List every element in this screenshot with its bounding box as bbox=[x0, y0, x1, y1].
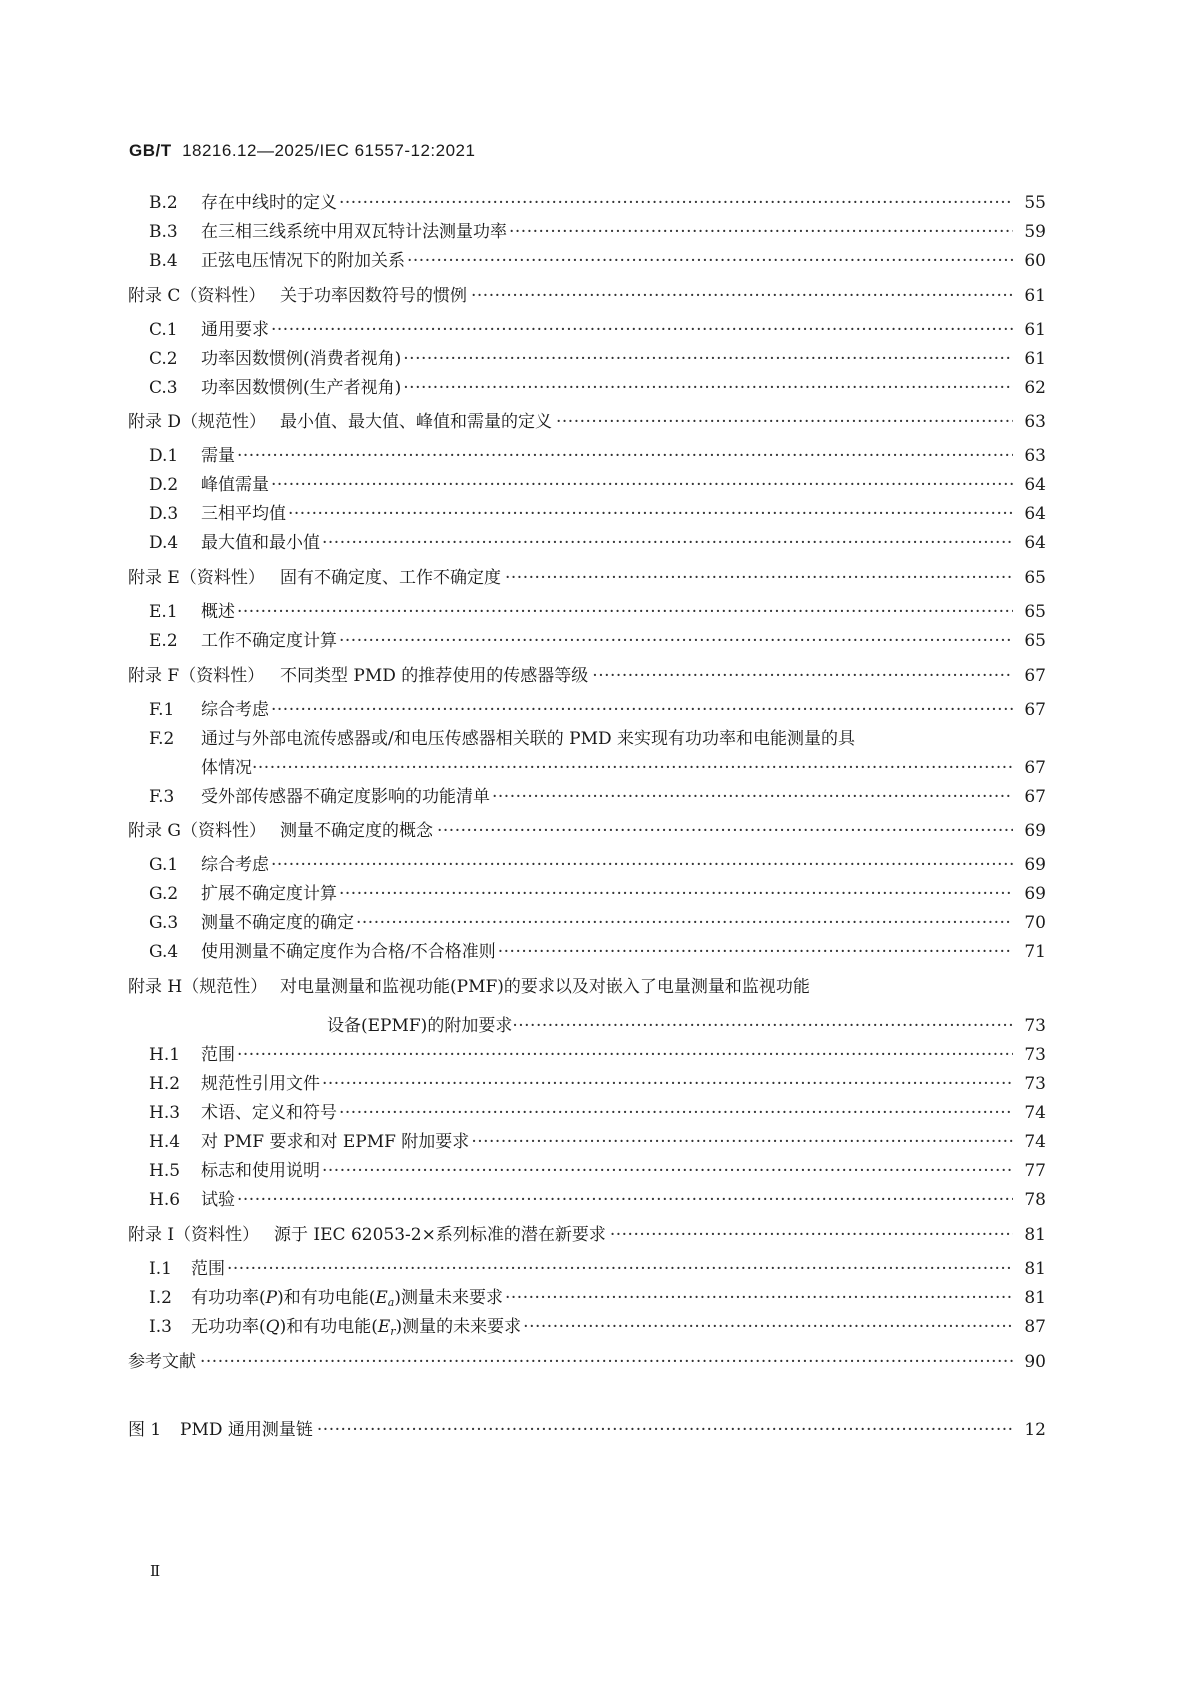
toc-dot-leader bbox=[271, 320, 1013, 340]
toc-entry-number: C.2 bbox=[149, 349, 178, 369]
toc-dot-leader bbox=[271, 700, 1013, 720]
toc-page-number: 65 bbox=[1024, 602, 1046, 622]
toc-page-number: 59 bbox=[1024, 222, 1046, 242]
toc-dot-leader bbox=[592, 666, 1013, 686]
toc-entry-number: G.2 bbox=[149, 884, 179, 904]
toc-entry-title: 三相平均值 bbox=[201, 504, 286, 524]
toc-entry-line bbox=[149, 913, 1046, 933]
toc-entry-number: D.2 bbox=[149, 475, 179, 495]
toc-entry-number: C.1 bbox=[149, 320, 178, 340]
toc-dot-leader bbox=[322, 1161, 1013, 1181]
toc-dot-leader bbox=[356, 913, 1013, 933]
toc-entry[interactable] bbox=[128, 1288, 1046, 1308]
toc-page-number: 61 bbox=[1024, 286, 1046, 306]
toc-dot-leader bbox=[523, 1317, 1013, 1337]
toc-page-number: 78 bbox=[1024, 1190, 1046, 1210]
toc-entry-number: 图 1 bbox=[128, 1420, 162, 1440]
toc-entry-title: 固有不确定度、工作不确定度 bbox=[280, 568, 501, 588]
toc-annex-entry[interactable] bbox=[128, 821, 1046, 841]
toc-page-number: 67 bbox=[1024, 758, 1046, 778]
toc-entry-number: D.1 bbox=[149, 446, 179, 466]
toc-dot-leader bbox=[322, 1074, 1013, 1094]
toc-entry-line bbox=[149, 758, 1046, 778]
toc-entry-title: 在三相三线系统中用双瓦特计法测量功率 bbox=[201, 222, 507, 242]
toc-entry-line bbox=[149, 1288, 1046, 1313]
toc-entry[interactable] bbox=[128, 193, 1046, 213]
toc-entry-title: 参考文献 bbox=[128, 1352, 196, 1372]
toc-dot-leader bbox=[610, 1225, 1013, 1245]
toc-page-number: 61 bbox=[1024, 320, 1046, 340]
toc-page-number: 74 bbox=[1024, 1103, 1046, 1123]
toc-entry-title: PMD 通用测量链 bbox=[180, 1420, 313, 1440]
toc-entry-title: 功率因数惯例(消费者视角) bbox=[201, 349, 402, 369]
toc-dot-leader bbox=[505, 568, 1013, 588]
document-header bbox=[129, 141, 475, 161]
toc-entry-line bbox=[149, 349, 1046, 369]
toc-dot-leader bbox=[317, 1420, 1013, 1440]
toc-dot-leader bbox=[200, 1352, 1013, 1372]
toc-entry-line bbox=[149, 533, 1046, 553]
toc-annex-entry[interactable] bbox=[128, 286, 1046, 306]
toc-figure-entry[interactable] bbox=[128, 1420, 1046, 1440]
toc-entry-title: 源于 IEC 62053-2×系列标准的潜在新要求 bbox=[274, 1225, 606, 1245]
toc-entry-number: I.1 bbox=[149, 1259, 172, 1279]
toc-page-number: 65 bbox=[1024, 568, 1046, 588]
toc-entry[interactable] bbox=[128, 251, 1046, 271]
toc-page-number: 62 bbox=[1024, 378, 1046, 398]
toc-entry-title: 使用测量不确定度作为合格/不合格准则 bbox=[201, 942, 496, 962]
toc-entry-title: 综合考虑 bbox=[201, 700, 269, 720]
toc-annex-entry[interactable] bbox=[128, 412, 1046, 432]
toc-entry-line bbox=[149, 1161, 1046, 1181]
toc-entry-title: 峰值需量 bbox=[201, 475, 269, 495]
toc-annex-entry[interactable] bbox=[128, 666, 1046, 686]
toc-entry-title-continued: 设备(EPMF)的附加要求 bbox=[327, 1016, 513, 1036]
toc-entry-number: G.4 bbox=[149, 942, 179, 962]
toc-entry-number: E.2 bbox=[149, 631, 178, 651]
toc-entry[interactable] bbox=[128, 631, 1046, 651]
toc-entry-line bbox=[128, 568, 1046, 588]
toc-entry-line bbox=[149, 504, 1046, 524]
toc-entry-line bbox=[128, 977, 1046, 997]
toc-entry-line bbox=[149, 855, 1046, 875]
toc-dot-leader bbox=[437, 821, 1013, 841]
toc-dot-leader bbox=[288, 504, 1013, 524]
toc-entry[interactable] bbox=[128, 1132, 1046, 1152]
toc-entry-line bbox=[149, 1074, 1046, 1094]
toc-dot-leader bbox=[339, 631, 1013, 651]
toc-entry-line bbox=[149, 1045, 1046, 1065]
toc-entry-title: 通用要求 bbox=[201, 320, 269, 340]
toc-page-number: 64 bbox=[1024, 533, 1046, 553]
toc-entry-title: 测量不确定度的确定 bbox=[201, 913, 354, 933]
toc-entry-line bbox=[149, 1317, 1046, 1342]
toc-page-number: 64 bbox=[1024, 475, 1046, 495]
toc-dot-leader bbox=[339, 884, 1013, 904]
toc-entry[interactable] bbox=[128, 222, 1046, 242]
toc-dot-leader bbox=[252, 758, 1013, 778]
toc-entry-number: H.1 bbox=[149, 1045, 181, 1065]
toc-entry-line bbox=[149, 251, 1046, 271]
toc-entry-number: 附录 H（规范性） bbox=[128, 977, 268, 997]
toc-entry-line bbox=[149, 378, 1046, 398]
toc-entry-title: 功率因数惯例(生产者视角) bbox=[201, 378, 402, 398]
toc-entry-number: B.2 bbox=[149, 193, 178, 213]
toc-entry-line bbox=[149, 1190, 1046, 1210]
toc-entry-number: D.3 bbox=[149, 504, 179, 524]
toc-entry-line bbox=[149, 320, 1046, 340]
toc-entry-title: 术语、定义和符号 bbox=[201, 1103, 337, 1123]
toc-entry-line bbox=[128, 1352, 1046, 1372]
toc-entry[interactable] bbox=[128, 533, 1046, 553]
page-number: Ⅱ bbox=[150, 1562, 161, 1580]
toc-entry[interactable] bbox=[128, 884, 1046, 904]
toc-entry-line bbox=[128, 1225, 1046, 1245]
toc-entry-number: 附录 C（资料性） bbox=[128, 286, 266, 306]
toc-entry-number: B.4 bbox=[149, 251, 178, 271]
toc-page-number: 60 bbox=[1024, 251, 1046, 271]
toc-entry-line bbox=[149, 700, 1046, 720]
toc-dot-leader bbox=[339, 193, 1013, 213]
toc-entry-title: 概述 bbox=[201, 602, 235, 622]
toc-page-number: 90 bbox=[1024, 1352, 1046, 1372]
toc-entry-title: 正弦电压情况下的附加关系 bbox=[201, 251, 405, 271]
toc-page-number: 69 bbox=[1024, 884, 1046, 904]
toc-entry[interactable] bbox=[128, 602, 1046, 622]
toc-dot-leader bbox=[237, 1190, 1013, 1210]
toc-entry-number: 附录 D（规范性） bbox=[128, 412, 267, 432]
standard-code: GB/T bbox=[129, 141, 172, 160]
toc-dot-leader bbox=[271, 475, 1013, 495]
toc-dot-leader bbox=[237, 602, 1013, 622]
toc-entry-number: H.4 bbox=[149, 1132, 181, 1152]
toc-entry-number: F.2 bbox=[149, 729, 175, 749]
toc-dot-leader bbox=[237, 446, 1013, 466]
toc-entry-number: H.3 bbox=[149, 1103, 181, 1123]
toc-entry-continuation[interactable] bbox=[128, 1016, 1046, 1036]
toc-entry[interactable] bbox=[128, 475, 1046, 495]
toc-entry-number: E.1 bbox=[149, 602, 178, 622]
toc-entry-title: 对 PMF 要求和对 EPMF 附加要求 bbox=[201, 1132, 470, 1152]
toc-dot-leader bbox=[403, 349, 1013, 369]
toc-page-number: 67 bbox=[1024, 787, 1046, 807]
toc-dot-leader bbox=[498, 942, 1013, 962]
toc-entry-title-continued: 体情况 bbox=[201, 758, 252, 778]
toc-dot-leader bbox=[492, 787, 1013, 807]
toc-entry-title: 关于功率因数符号的惯例 bbox=[280, 286, 467, 306]
toc-entry-title: 不同类型 PMD 的推荐使用的传感器等级 bbox=[280, 666, 589, 686]
toc-entry-number: 附录 E（资料性） bbox=[128, 568, 265, 588]
toc-entry-title: 试验 bbox=[201, 1190, 235, 1210]
toc-entry-number: B.3 bbox=[149, 222, 178, 242]
toc-entry-title: 标志和使用说明 bbox=[201, 1161, 320, 1181]
toc-entry-line bbox=[149, 1103, 1046, 1123]
toc-entry[interactable] bbox=[128, 855, 1046, 875]
toc-page-number: 67 bbox=[1024, 666, 1046, 686]
toc-entry-title: 综合考虑 bbox=[201, 855, 269, 875]
toc-entry-line bbox=[149, 942, 1046, 962]
toc-entry-line bbox=[327, 1016, 1046, 1036]
toc-entry-number: H.5 bbox=[149, 1161, 181, 1181]
toc-entry[interactable] bbox=[128, 1259, 1046, 1279]
toc-entry-number: H.2 bbox=[149, 1074, 181, 1094]
toc-entry-number: D.4 bbox=[149, 533, 179, 553]
toc-entry[interactable] bbox=[128, 729, 1046, 749]
toc-annex-entry[interactable] bbox=[128, 568, 1046, 588]
toc-dot-leader bbox=[322, 533, 1013, 553]
toc-entry[interactable] bbox=[128, 942, 1046, 962]
toc-page-number: 63 bbox=[1024, 412, 1046, 432]
toc-entry-title: 规范性引用文件 bbox=[201, 1074, 320, 1094]
toc-entry[interactable] bbox=[128, 700, 1046, 720]
toc-page-number: 81 bbox=[1024, 1225, 1046, 1245]
toc-entry[interactable] bbox=[128, 1352, 1046, 1372]
toc-entry[interactable] bbox=[128, 787, 1046, 807]
toc-entry-number: I.2 bbox=[149, 1288, 172, 1308]
toc-entry[interactable] bbox=[128, 1317, 1046, 1337]
toc-entry-number: 附录 I（资料性） bbox=[128, 1225, 260, 1245]
toc-entry-number: H.6 bbox=[149, 1190, 181, 1210]
toc-entry-line bbox=[149, 1132, 1046, 1152]
toc-dot-leader bbox=[407, 251, 1013, 271]
toc-dot-leader bbox=[509, 222, 1013, 242]
toc-entry-title: 范围 bbox=[191, 1259, 225, 1279]
toc-entry[interactable] bbox=[128, 320, 1046, 340]
toc-page-number: 81 bbox=[1024, 1288, 1046, 1308]
toc-entry-number: F.1 bbox=[149, 700, 175, 720]
toc-entry-line bbox=[149, 884, 1046, 904]
toc-page-number: 55 bbox=[1024, 193, 1046, 213]
toc-entry-number: G.3 bbox=[149, 913, 179, 933]
toc-entry-title: 最大值和最小值 bbox=[201, 533, 320, 553]
toc-dot-leader bbox=[471, 1132, 1013, 1152]
toc-entry-line bbox=[149, 475, 1046, 495]
toc-page-number: 69 bbox=[1024, 821, 1046, 841]
toc-entry-title: 测量不确定度的概念 bbox=[280, 821, 433, 841]
toc-entry-title: 扩展不确定度计算 bbox=[201, 884, 337, 904]
toc-entry-title: 通过与外部电流传感器或/和电压传感器相关联的 PMD 来实现有功功率和电能测量的具 bbox=[201, 729, 856, 749]
toc-entry-number: I.3 bbox=[149, 1317, 172, 1337]
toc-annex-entry[interactable] bbox=[128, 1225, 1046, 1245]
toc-page-number: 73 bbox=[1024, 1016, 1046, 1036]
toc-dot-leader bbox=[471, 286, 1013, 306]
toc-entry-line bbox=[149, 1259, 1046, 1279]
toc-page-number: 64 bbox=[1024, 504, 1046, 524]
toc-page-number: 65 bbox=[1024, 631, 1046, 651]
toc-entry-title: 最小值、最大值、峰值和需量的定义 bbox=[280, 412, 552, 432]
toc-page-number: 81 bbox=[1024, 1259, 1046, 1279]
toc-entry-line bbox=[149, 787, 1046, 807]
toc-entry[interactable] bbox=[128, 1074, 1046, 1094]
toc-dot-leader bbox=[339, 1103, 1013, 1123]
toc-page-number: 74 bbox=[1024, 1132, 1046, 1152]
toc-entry-title: 工作不确定度计算 bbox=[201, 631, 337, 651]
toc-entry-number: G.1 bbox=[149, 855, 179, 875]
toc-page-number: 73 bbox=[1024, 1074, 1046, 1094]
toc-entry-number: 附录 G（资料性） bbox=[128, 821, 266, 841]
toc-page-number: 87 bbox=[1024, 1317, 1046, 1337]
toc-entry[interactable] bbox=[128, 1161, 1046, 1181]
toc-dot-leader bbox=[556, 412, 1013, 432]
toc-annex-entry[interactable] bbox=[128, 977, 1046, 997]
toc-entry[interactable] bbox=[128, 1190, 1046, 1210]
toc-entry-title: 有功功率(P)和有功电能$(E_a)$测量未来要求 bbox=[191, 1288, 503, 1309]
toc-entry[interactable] bbox=[128, 349, 1046, 369]
toc-dot-leader bbox=[271, 855, 1013, 875]
toc-page-number: 69 bbox=[1024, 855, 1046, 875]
toc-entry-line bbox=[128, 286, 1046, 306]
toc-entry-title: 需量 bbox=[201, 446, 235, 466]
toc-entry-title: 存在中线时的定义 bbox=[201, 193, 337, 213]
toc-entry-line bbox=[149, 729, 1046, 749]
standard-number: 18216.12—2025/IEC 61557-12:2021 bbox=[182, 141, 476, 160]
toc-dot-leader bbox=[403, 378, 1013, 398]
toc-entry-line bbox=[128, 666, 1046, 686]
toc-page-number: 77 bbox=[1024, 1161, 1046, 1181]
toc-dot-leader bbox=[512, 1016, 1013, 1036]
toc-entry[interactable] bbox=[128, 913, 1046, 933]
toc-entry-number: C.3 bbox=[149, 378, 178, 398]
toc-dot-leader bbox=[237, 1045, 1013, 1065]
toc-entry[interactable] bbox=[128, 1045, 1046, 1065]
toc-entry-line bbox=[128, 1420, 1046, 1440]
toc-entry-line bbox=[149, 446, 1046, 466]
toc-page-number: 12 bbox=[1024, 1420, 1046, 1440]
toc-page-number: 61 bbox=[1024, 349, 1046, 369]
toc-page-number: 63 bbox=[1024, 446, 1046, 466]
toc-entry-number: 附录 F（资料性） bbox=[128, 666, 265, 686]
toc-entry[interactable] bbox=[128, 446, 1046, 466]
toc-entry-continuation[interactable] bbox=[128, 758, 1046, 778]
toc-entry-number: F.3 bbox=[149, 787, 175, 807]
toc-entry-line bbox=[128, 412, 1046, 432]
toc-entry-title: 范围 bbox=[201, 1045, 235, 1065]
toc-page-number: 71 bbox=[1024, 942, 1046, 962]
toc-entry-line bbox=[149, 222, 1046, 242]
toc-entry-line bbox=[149, 631, 1046, 651]
toc-entry-line bbox=[149, 193, 1046, 213]
toc-page-number: 73 bbox=[1024, 1045, 1046, 1065]
toc-entry-title: 受外部传感器不确定度影响的功能清单 bbox=[201, 787, 490, 807]
toc-page-number: 70 bbox=[1024, 913, 1046, 933]
toc-entry[interactable] bbox=[128, 1103, 1046, 1123]
toc-entry-title: 对电量测量和监视功能(PMF)的要求以及对嵌入了电量测量和监视功能 bbox=[280, 977, 810, 997]
toc-dot-leader bbox=[505, 1288, 1013, 1308]
toc-entry-line bbox=[149, 602, 1046, 622]
toc-dot-leader bbox=[227, 1259, 1013, 1279]
toc-entry[interactable] bbox=[128, 504, 1046, 524]
toc-page-number: 67 bbox=[1024, 700, 1046, 720]
toc-entry-title: 无功功率(Q)和有功电能$(E_r)$测量的未来要求 bbox=[191, 1317, 522, 1338]
toc-entry-line bbox=[128, 821, 1046, 841]
toc-entry[interactable] bbox=[128, 378, 1046, 398]
